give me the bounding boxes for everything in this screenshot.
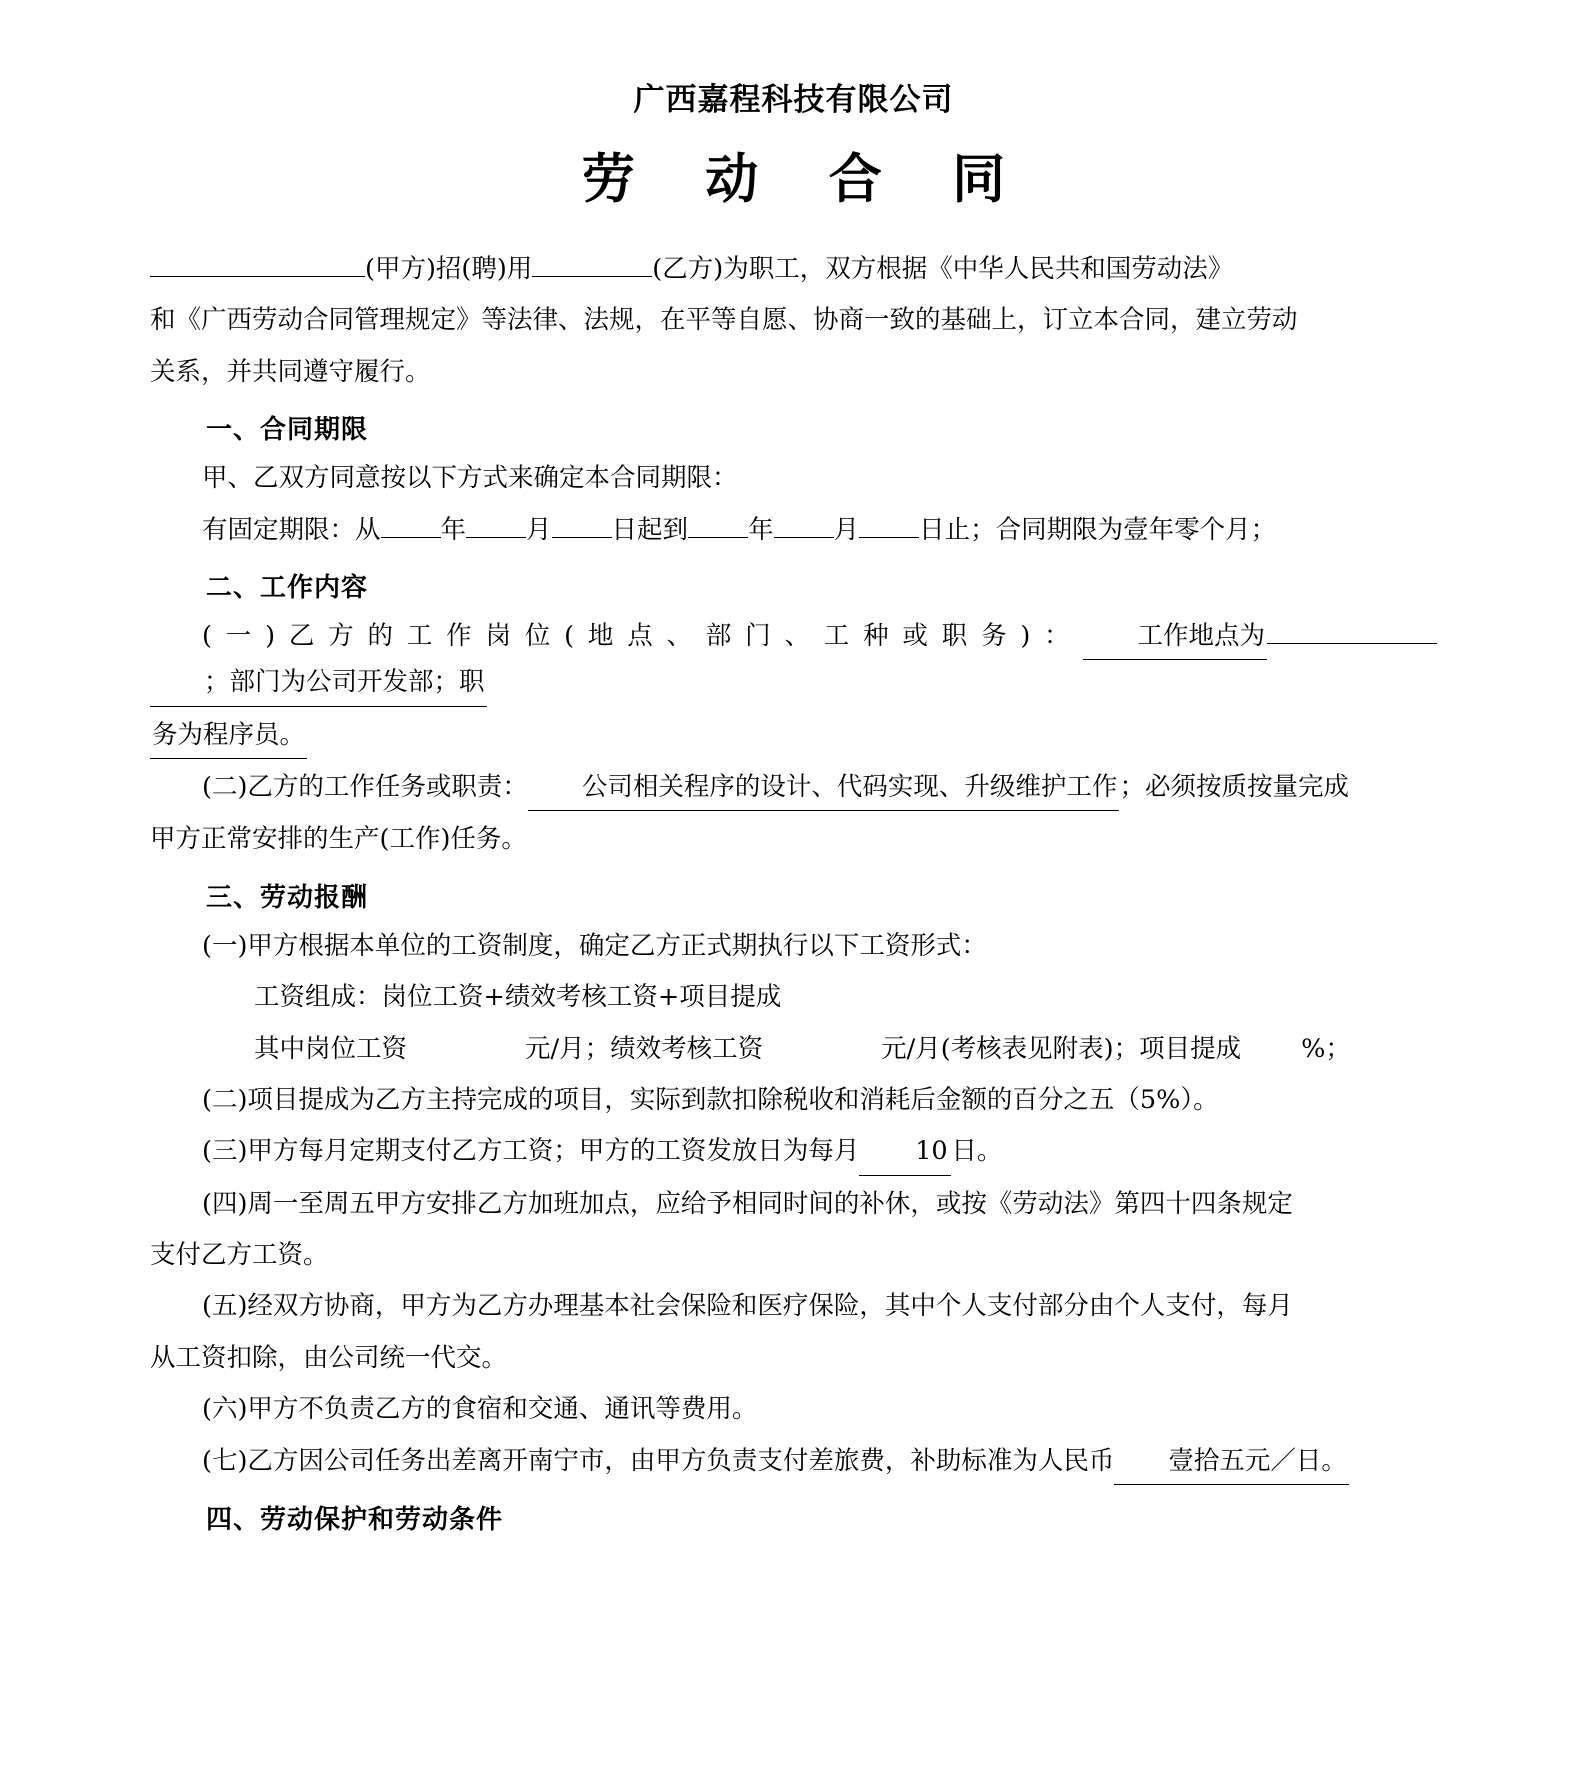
salary-p2: 元/月；绩效考核工资 — [525, 1033, 764, 1064]
section3-item7 — [150, 1439, 1437, 1485]
end-day-blank[interactable] — [859, 537, 919, 538]
section3-item7-label: (七) — [202, 1445, 248, 1476]
section3-item3 — [150, 1129, 1437, 1175]
salary-composition: 工资组成：岗位工资+绩效考核工资+项目提成 — [254, 982, 782, 1013]
section-heading-1: 一、合同期限 — [206, 415, 369, 446]
section3-item1-label: (一) — [202, 930, 248, 961]
section3-item3-text: 甲方每月定期支付乙方工资；甲方的工资发放日为每月 — [247, 1136, 860, 1167]
section3-item3-label: (三) — [202, 1136, 248, 1167]
section3-item2 — [150, 1078, 1437, 1123]
work-location-blank[interactable] — [1267, 643, 1437, 644]
section2-item2 — [150, 765, 1437, 811]
travel-allowance-value[interactable]: 壹拾五元／日。 — [1114, 1439, 1349, 1485]
end-month-blank[interactable] — [774, 537, 834, 538]
section3-item2-text: 项目提成为乙方主持完成的项目，实际到款扣除税收和消耗后金额的百分之五（5%）。 — [247, 1084, 1219, 1115]
section3-item5-cont: 从工资扣除，由公司统一代交。 — [150, 1342, 508, 1373]
section3-item7-text: 乙方因公司任务出差离开南宁市，由甲方负责支付差旅费，补助标准为人民币 — [247, 1445, 1115, 1476]
position-text: 务为程序员。 — [150, 713, 307, 759]
party-a-blank[interactable] — [150, 276, 365, 277]
job-duty-text: 公司相关程序的设计、代码实现、升级维护工作 — [528, 765, 1120, 811]
party-b-blank[interactable] — [532, 276, 652, 277]
preamble-line3: 关系，并共同遵守履行。 — [150, 356, 431, 387]
section2-item1 — [150, 614, 1437, 707]
section3-item5-text: 经双方协商，甲方为乙方办理基本社会保险和医疗保险，其中个人支付部分由个人支付，每月 — [247, 1291, 1293, 1322]
section2-item2-cont: 甲方正常安排的生产(工作)任务。 — [150, 824, 527, 855]
section3-item1 — [150, 924, 1437, 969]
start-year-blank[interactable] — [381, 537, 441, 538]
section2-item2-label: (二) — [202, 772, 248, 802]
section3-item6-text: 甲方不负责乙方的食宿和交通、通讯等费用。 — [247, 1394, 758, 1425]
section-heading-4: 四、劳动保护和劳动条件 — [206, 1504, 504, 1535]
party-a-suffix: (甲方)招(聘)用 — [365, 254, 533, 284]
section2-item2-text: 乙方的工作任务或职责： — [247, 772, 528, 802]
section2-item2-after: ；必须按质按量完成 — [1119, 772, 1349, 802]
section1-item1: 甲、乙双方同意按以下方式来确定本合同期限： — [202, 463, 738, 494]
term-month: 月 — [526, 514, 552, 545]
company-name: 广西嘉程科技有限公司 — [633, 82, 954, 118]
section-heading-2: 二、工作内容 — [206, 572, 369, 603]
term-month2: 月 — [833, 514, 860, 545]
section3-item3-after: 日。 — [951, 1136, 1003, 1167]
term-prefix: 有固定期限：从 — [202, 514, 381, 545]
term-year: 年 — [440, 514, 467, 545]
salary-p3: 元/月(考核表见附表)；项目提成 — [881, 1033, 1242, 1064]
start-month-blank[interactable] — [466, 537, 526, 538]
section2-item1-label: (一) — [202, 620, 276, 651]
section3-item6-label: (六) — [202, 1394, 248, 1425]
salary-detail-line — [150, 1027, 1437, 1072]
section3-item5-label: (五) — [202, 1291, 248, 1322]
term-day2: 日止；合同期限为壹年零个月； — [919, 514, 1277, 545]
contract-term-line — [150, 508, 1437, 553]
section3-item4 — [150, 1182, 1437, 1227]
preamble-line1 — [150, 247, 1437, 292]
section3-item4-text: 周一至周五甲方安排乙方加班加点，应给予相同时间的补休，或按《劳动法》第四十四条规定 — [247, 1188, 1293, 1219]
section3-item6 — [150, 1387, 1437, 1432]
salary-p4: %； — [1301, 1033, 1351, 1064]
section3-item1-text: 甲方根据本单位的工资制度，确定乙方正式期执行以下工资形式： — [247, 930, 987, 961]
term-year2: 年 — [748, 514, 774, 545]
section-heading-3: 三、劳动报酬 — [206, 882, 369, 913]
section3-item4-label: (四) — [202, 1188, 248, 1219]
section2-item1-text: 乙方的工作岗位(地点、部门、工种或职务)： — [275, 620, 1084, 651]
term-day: 日起到 — [611, 514, 689, 545]
end-year-blank[interactable] — [688, 537, 748, 538]
department-text: ；部门为公司开发部；职 — [150, 660, 487, 706]
section2-item1-cont — [150, 713, 1437, 759]
start-day-blank[interactable] — [552, 537, 612, 538]
salary-p1: 其中岗位工资 — [254, 1033, 408, 1064]
payday-value[interactable]: 10 — [859, 1129, 951, 1175]
preamble-line2: 和《广西劳动合同管理规定》等法律、法规，在平等自愿、协商一致的基础上，订立本合同，建立劳动 — [150, 305, 1298, 336]
party-b-suffix: (乙方)为职工，双方根据《中华人民共和国劳动法》 — [652, 254, 1234, 284]
work-location-label: 工作地点为 — [1083, 614, 1267, 660]
section3-item5 — [150, 1284, 1437, 1329]
section3-item4-cont: 支付乙方工资。 — [150, 1240, 329, 1270]
section3-item2-label: (二) — [202, 1084, 248, 1115]
document-title: 劳 动 合 同 — [581, 149, 1032, 210]
